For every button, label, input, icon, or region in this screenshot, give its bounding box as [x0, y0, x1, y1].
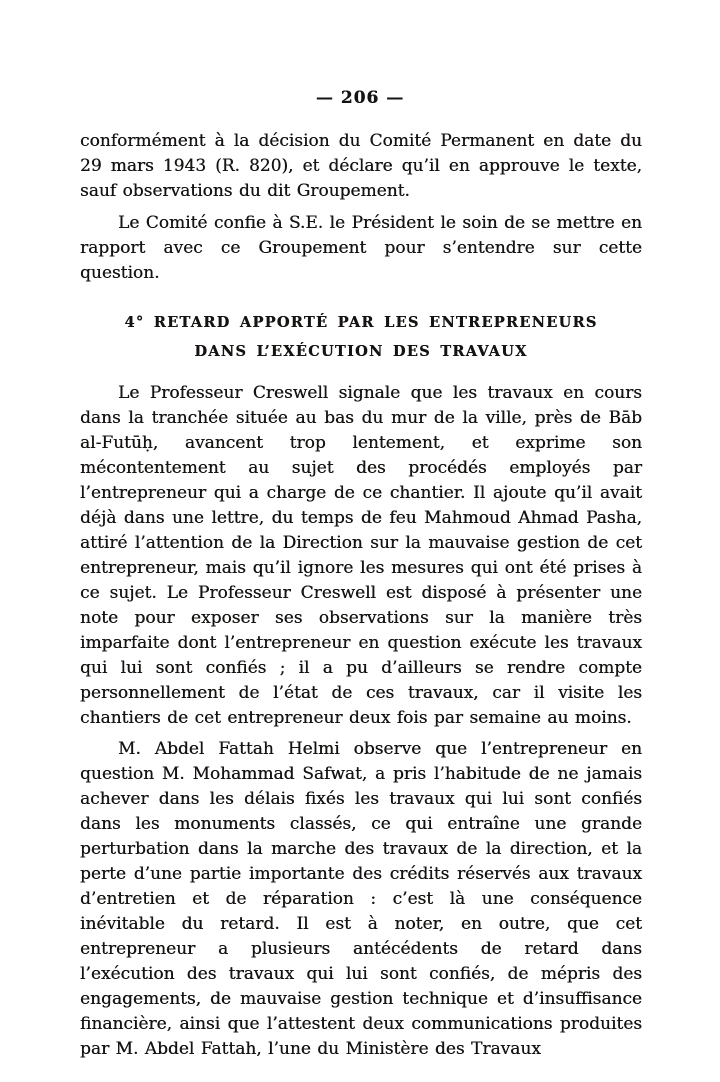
section-heading-line-2: DANS L’EXÉCUTION DES TRAVAUX [194, 343, 528, 360]
paragraph-comite-confie: Le Comité confie à S.E. le Président le soin de se mettre en rapport avec ce Groupement pour s’entendre sur cette question. [80, 213, 643, 283]
section-heading-line-1: 4° RETARD APPORTÉ PAR LES ENTREPRENEURS [124, 314, 598, 331]
section-heading [80, 313, 642, 362]
paragraph-abdel-fattah: M. Abdel Fattah Helmi observe que l’entrepreneur en question M. Mohammad Safwat, a pris l’habitude de ne jamais achever dans les délais fixés les travaux qui lui sont confiés dans les monuments classés, ce qui entraîne une grande perturbation dans la marche des travaux de la direction, et la perte d’une partie importante des crédits réservés aux travaux d’entretien et de réparation : c’est là une conséquence inévitable du retard. Il est à noter, en outre, que cet entrepreneur a plusieurs antécédents de retard dans l’exécution des travaux qui lui sont confiés, de mépris des engagements, de mauvaise gestion technique et d’insuffisance financière, ainsi que l’attestent deux communications produites par M. Abdel Fattah, l’une du Ministère des Travaux [80, 739, 642, 1059]
paragraph-continuation: conformément à la décision du Comité Permanent en date du 29 mars 1943 (R. 820), et déclare qu’il en approuve le texte, sauf observations du dit Groupement. [80, 131, 642, 201]
page-content [80, 129, 642, 1062]
paragraph-creswell: Le Professeur Creswell signale que les travaux en cours dans la tranchée située au bas du mur de la ville, près de Bāb al-Futūḥ, avancent trop lentement, et exprime son mécontentement au sujet des procédés employés par l’entrepreneur qui a charge de ce chantier. Il ajoute qu’il avait déjà dans une lettre, du temps de feu Mahmoud Ahmad Pasha, attiré l’attention de la Direction sur la mauvaise gestion de cet entrepreneur, mais qu’il ignore les mesures qui ont été prises à ce sujet. Le Professeur Creswell est disposé à présenter une note pour exposer ses observations sur la manière très imparfaite dont l’entrepreneur en question exécute les travaux qui lui sont confiés ; il a pu d’ailleurs se rendre compte personnellement de l’état de ces travaux, car il visite les chantiers de cet entrepreneur deux fois par semaine au moins. [80, 383, 642, 728]
page-number: — 206 — [315, 88, 405, 108]
